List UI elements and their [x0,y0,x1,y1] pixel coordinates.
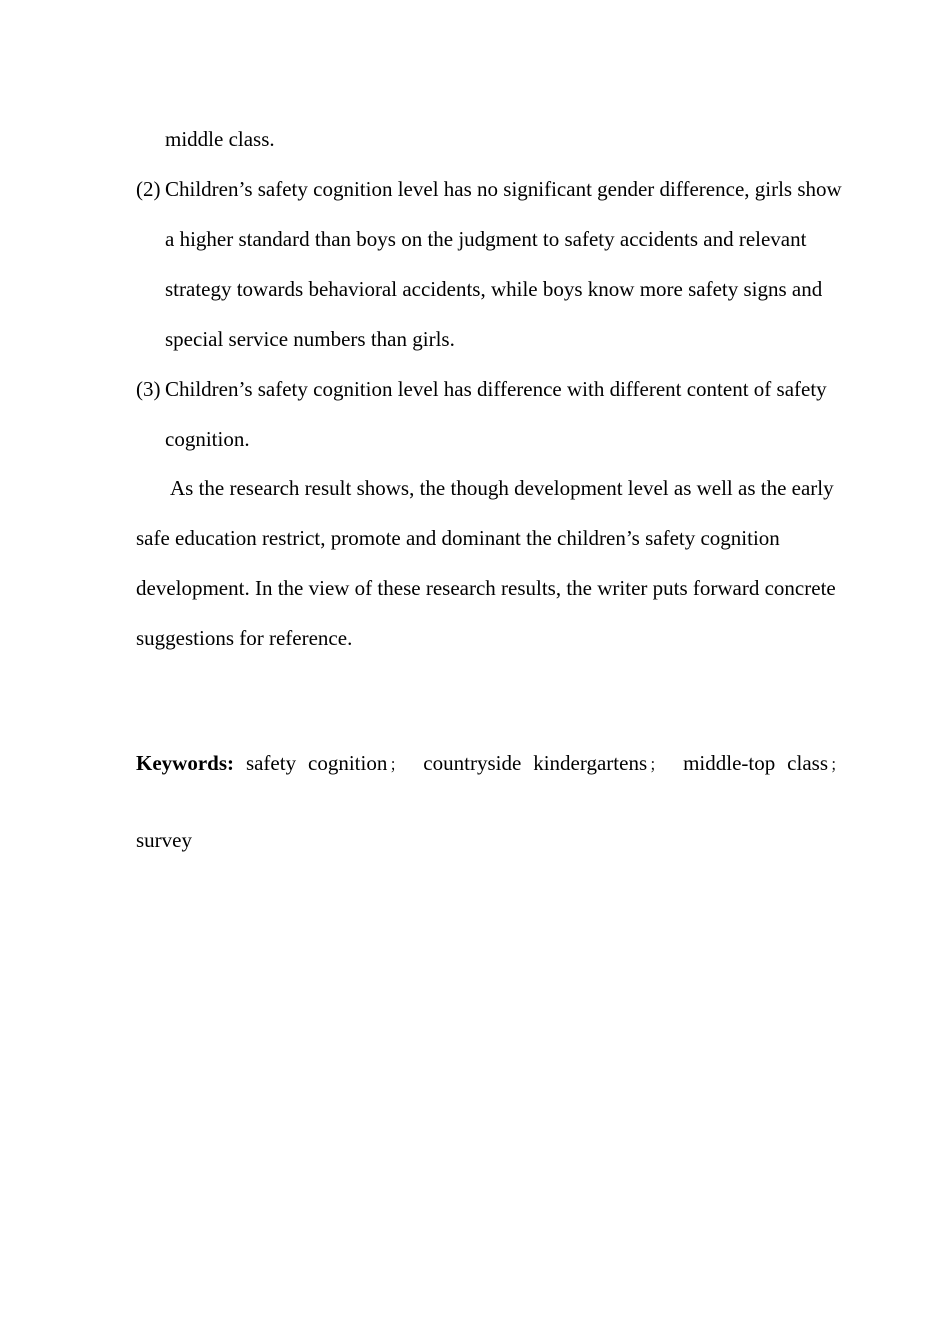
keyword: countryside kindergartens [423,751,648,775]
keywords-line [136,726,852,877]
list-item-number: (3) [136,377,161,401]
list-item [136,364,856,464]
list-item-text: Children’s safety cognition level has difference with different content of safety cognition. [165,377,827,451]
continuation-line: middle class. [165,127,275,151]
keyword: survey [136,828,192,852]
list-item [136,164,856,364]
conclusion-paragraph: As the research result shows, the though development level as well as the early safe education restrict, promote and dominant the children’s safety cognition development. In the view of these research results, the writer puts forward concrete suggestions for reference. [136,476,836,650]
keyword: safety cognition [245,751,388,775]
keyword-separator: ； [389,757,406,774]
keywords-label: Keywords: [136,751,234,775]
keyword: middle-top class [683,751,828,775]
keyword-separator: ； [649,757,666,774]
list-item-text: Children’s safety cognition level has no significant gender difference, girls show a higher standard than boys on the judgment to safety accidents and relevant strategy towards behavioral accidents, while boys know more safety signs and special service numbers than girls. [165,177,842,351]
list-item-number: (2) [136,177,161,201]
keyword-separator: ； [830,757,847,774]
